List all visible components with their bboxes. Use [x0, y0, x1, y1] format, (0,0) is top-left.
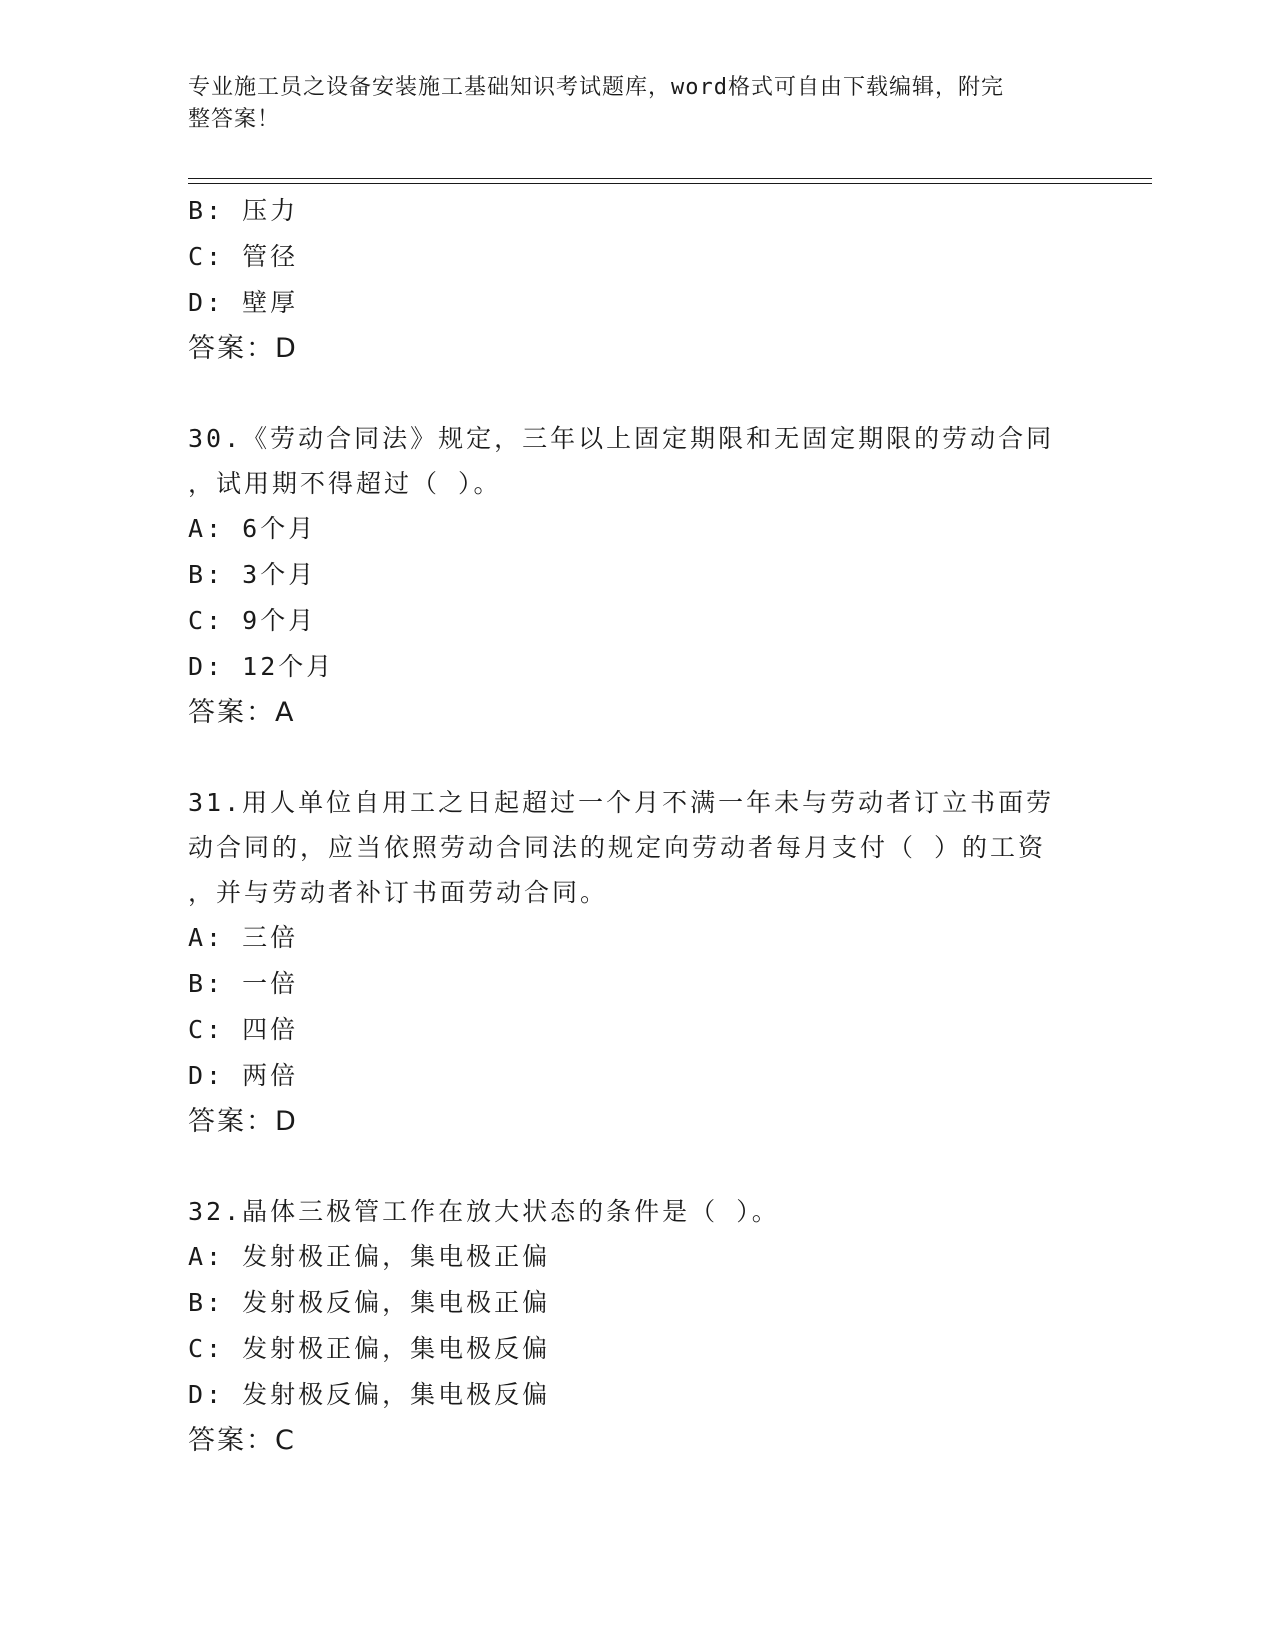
answer-line: 答案：D — [188, 1106, 298, 1137]
answer-line: 答案：C — [188, 1425, 296, 1456]
option-b: B: 3个月 — [188, 560, 317, 589]
option-c: C: 9个月 — [188, 606, 317, 635]
option-a: A: 发射极正偏，集电极正偏 — [188, 1242, 551, 1271]
question-stem: ，并与劳动者补订书面劳动合同。 — [188, 878, 609, 907]
question-block — [188, 1189, 1088, 1464]
document-header — [188, 72, 1068, 136]
answer-line: 答案：A — [188, 697, 296, 728]
question-stem: 动合同的，应当依照劳动合同法的规定向劳动者每月支付（ ）的工资 — [188, 833, 1047, 862]
question-block — [188, 416, 1088, 736]
question-stem: 30.《劳动合同法》规定，三年以上固定期限和无固定期限的劳动合同 — [188, 424, 1055, 453]
option-c: C: 四倍 — [188, 1015, 299, 1044]
question-stem: ，试用期不得超过（ ）。 — [188, 469, 502, 498]
option-c: C: 管径 — [188, 242, 299, 271]
option-c: C: 发射极正偏，集电极反偏 — [188, 1334, 551, 1363]
option-a: A: 三倍 — [188, 923, 299, 952]
option-d: D: 两倍 — [188, 1061, 299, 1090]
question-stem: 32.晶体三极管工作在放大状态的条件是（ ）。 — [188, 1197, 780, 1226]
option-b: B: 压力 — [188, 196, 299, 225]
option-b: B: 发射极反偏，集电极正偏 — [188, 1288, 551, 1317]
header-line: 整答案！ — [188, 107, 281, 132]
question-block — [188, 188, 1088, 372]
question-content — [188, 188, 1088, 1464]
header-line: 专业施工员之设备安装施工基础知识考试题库，word格式可自由下载编辑，附完 — [188, 75, 1004, 100]
option-d: D: 壁厚 — [188, 288, 299, 317]
header-divider — [188, 183, 1152, 184]
option-a: A: 6个月 — [188, 514, 317, 543]
question-stem: 31.用人单位自用工之日起超过一个月不满一年未与劳动者订立书面劳 — [188, 788, 1055, 817]
answer-line: 答案：D — [188, 333, 298, 364]
header-divider — [188, 178, 1152, 179]
option-b: B: 一倍 — [188, 969, 299, 998]
option-d: D: 发射极反偏，集电极反偏 — [188, 1380, 551, 1409]
question-block — [188, 780, 1088, 1145]
option-d: D: 12个月 — [188, 652, 335, 681]
